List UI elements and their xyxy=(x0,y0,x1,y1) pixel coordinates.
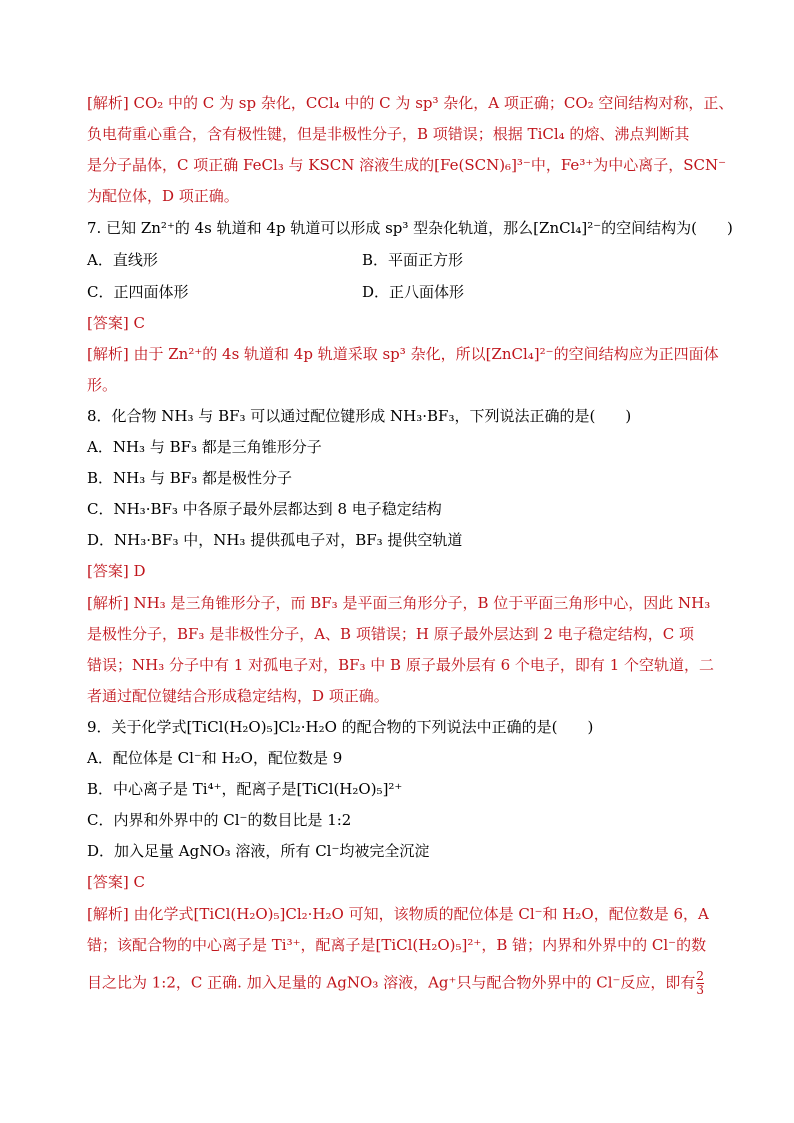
analysis-q7-line-1: [解析] 由于 Zn²⁺的 4s 轨道和 4p 轨道采取 sp³ 杂化，所以[ZnCl₄]²⁻的空间结构应为正四面体 xyxy=(87,345,719,363)
fraction-two-thirds xyxy=(696,970,704,997)
question-8-option-c: C．NH₃·BF₃ 中各原子最外层都达到 8 电子稳定结构 xyxy=(87,500,442,518)
analysis-q9-line-2: 错；该配合物的中心离子是 Ti³⁺，配离子是[TiCl(H₂O)₅]²⁺，B 错；内界和外界中的 Cl⁻的数 xyxy=(87,936,707,954)
question-7-options-row-1 xyxy=(87,249,647,271)
analysis-q6-line-3: 是分子晶体，C 项正确 FeCl₃ 与 KSCN 溶液生成的[Fe(SCN)₆]³⁻中，Fe³⁺为中心离子，SCN⁻ xyxy=(87,156,727,174)
option-d: D．正八面体形 xyxy=(362,283,465,301)
question-9-option-b: B．中心离子是 Ti⁴⁺，配离子是[TiCl(H₂O)₅]²⁺ xyxy=(87,780,403,798)
analysis-q8-line-4: 者通过配位键结合形成稳定结构，D 项正确。 xyxy=(87,687,389,705)
analysis-q9-line-3-text: 目之比为 1:2，C 正确. 加入足量的 AgNO₃ 溶液，Ag⁺只与配合物外界中的 Cl⁻反应，即有 xyxy=(87,973,696,992)
question-9-option-c: C．内界和外界中的 Cl⁻的数目比是 1:2 xyxy=(87,811,352,829)
question-9-option-a: A．配位体是 Cl⁻和 H₂O，配位数是 9 xyxy=(87,749,343,767)
question-8-option-b: B．NH₃ 与 BF₃ 都是极性分子 xyxy=(87,469,292,487)
analysis-q8-line-3: 错误；NH₃ 分子中有 1 对孤电子对，BF₃ 中 B 原子最外层有 6 个电子，即有 1 个空轨道，二 xyxy=(87,656,715,674)
analysis-q8-line-1: [解析] NH₃ 是三角锥形分子，而 BF₃ 是平面三角形分子，B 位于平面三角形中心，因此 NH₃ xyxy=(87,594,711,612)
analysis-q6-line-2: 负电荷重心重合，含有极性键，但是非极性分子，B 项错误；根据 TiCl₄ 的熔、沸点判断其 xyxy=(87,125,690,143)
answer-q7: [答案] C xyxy=(87,314,145,332)
question-9-stem: 9．关于化学式[TiCl(H₂O)₅]Cl₂·H₂O 的配合物的下列说法中正确的是( ) xyxy=(87,718,594,736)
analysis-q6-line-4: 为配位体，D 项正确。 xyxy=(87,187,239,205)
fraction-numerator: 2 xyxy=(696,969,705,983)
fraction-denominator: 3 xyxy=(696,983,705,997)
option-c: C．正四面体形 xyxy=(87,283,189,301)
option-b: B．平面正方形 xyxy=(362,251,464,269)
analysis-q9-line-3 xyxy=(87,970,704,997)
analysis-q8-line-2: 是极性分子，BF₃ 是非极性分子，A、B 项错误；H 原子最外层达到 2 电子稳定结构，C 项 xyxy=(87,625,695,643)
question-8-stem: 8．化合物 NH₃ 与 BF₃ 可以通过配位键形成 NH₃·BF₃，下列说法正确的是( ) xyxy=(87,407,632,425)
answer-q9: [答案] C xyxy=(87,873,145,891)
answer-q8: [答案] D xyxy=(87,562,146,580)
option-a: A．直线形 xyxy=(87,251,158,269)
analysis-q9-line-1: [解析] 由化学式[TiCl(H₂O)₅]Cl₂·H₂O 可知，该物质的配位体是 Cl⁻和 H₂O，配位数是 6，A xyxy=(87,905,709,923)
analysis-q6-line-1: [解析] CO₂ 中的 C 为 sp 杂化，CCl₄ 中的 C 为 sp³ 杂化，A 项正确；CO₂ 空间结构对称，正、 xyxy=(87,94,734,112)
question-8-option-a: A．NH₃ 与 BF₃ 都是三角锥形分子 xyxy=(87,438,322,456)
question-7-stem: 7. 已知 Zn²⁺的 4s 轨道和 4p 轨道可以形成 sp³ 型杂化轨道，那么[ZnCl₄]²⁻的空间结构为( ) xyxy=(87,219,733,237)
question-9-option-d: D．加入足量 AgNO₃ 溶液，所有 Cl⁻均被完全沉淀 xyxy=(87,842,430,860)
analysis-q7-line-2: 形。 xyxy=(87,376,118,394)
question-7-options-row-2 xyxy=(87,281,647,303)
question-8-option-d: D．NH₃·BF₃ 中，NH₃ 提供孤电子对，BF₃ 提供空轨道 xyxy=(87,531,463,549)
